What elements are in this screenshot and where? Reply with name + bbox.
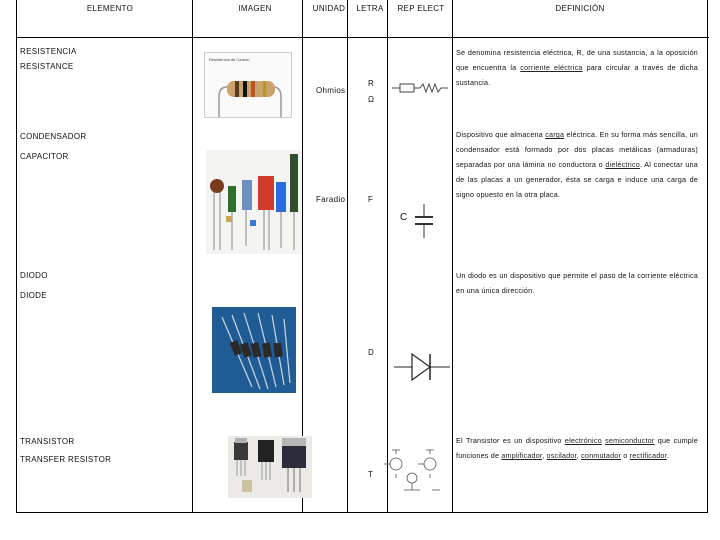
row-condensador-name-en: CAPACITOR (20, 152, 69, 161)
resistor-image-caption: Resistencia de Carbón (209, 57, 250, 62)
header-divider (17, 37, 709, 38)
link-conmutador[interactable]: conmutador (581, 451, 622, 460)
row-resistencia-letter-omega: Ω (368, 95, 375, 104)
col-divider-definicion (452, 0, 453, 513)
row-condensador-definition: Dispositivo que almacena carga eléctrica. En su forma más sencilla, un condensador está formado por dos placas metálicas (armaduras) separadas por una lámina no conductora o dieléctrico. Al conectar una de las placas a un generador, ésta se carga e induce una carga de signo opuesto en la otra placa. (456, 130, 698, 199)
row-resistencia-unit: Ohmios (316, 86, 346, 95)
col-divider-letra (347, 0, 348, 513)
row-condensador-unit: Faradio (316, 195, 346, 204)
row-diodo-letter: D (368, 348, 375, 357)
row-condensador-letter: F (368, 195, 374, 204)
transistor-photo (228, 436, 312, 498)
row-diodo-definition: Un diodo es un dispositivo que permite el paso de la corriente eléctrica en una única dirección. (456, 271, 698, 295)
diode-image (212, 307, 296, 393)
col-divider-imagen (192, 0, 193, 513)
row-diodo-name-es: DIODO (20, 271, 48, 280)
capacitor-image (206, 150, 302, 254)
link-oscilador[interactable]: oscilador (546, 451, 577, 460)
row-resistencia-definition: Se denomina resistencia eléctrica, R, de una sustancia, a la oposición que encuentra la corriente eléctrica para circular a través de dicha sustancia. (456, 48, 698, 87)
resistor-photo (205, 53, 293, 119)
row-resistencia-name-en: RESISTANCE (20, 62, 74, 71)
header-imagen: IMAGEN (238, 4, 272, 13)
diode-photo (212, 307, 296, 393)
transistor-symbol-icon (380, 446, 446, 496)
link-corriente-electrica[interactable]: corriente eléctrica (520, 63, 583, 72)
row-transistor-letter: T (368, 470, 374, 479)
row-diodo-name-en: DIODE (20, 291, 47, 300)
col-divider-repelect (387, 0, 388, 513)
row-resistencia-letter-r: R (368, 79, 375, 88)
header-letra: LETRA (356, 4, 384, 13)
resistor-symbol-icon (392, 80, 448, 96)
capacitor-photo (206, 150, 302, 254)
link-dielectrico[interactable]: dieléctrico (605, 160, 640, 169)
diode-symbol-icon (394, 348, 450, 386)
link-rectificador[interactable]: rectificador (629, 451, 667, 460)
link-amplificador[interactable]: amplificador (501, 451, 543, 460)
header-elemento: ELEMENTO (86, 4, 134, 13)
resistor-image (204, 52, 292, 118)
capacitor-symbol-label: C (400, 212, 408, 223)
header-repelect: REP ELECT (397, 4, 445, 13)
row-condensador-name-es: CONDENSADOR (20, 132, 87, 141)
row-transistor-name-es: TRANSISTOR (20, 437, 75, 446)
transistor-image (228, 436, 312, 498)
header-definicion: DEFINICIÓN (555, 4, 605, 13)
header-unidad: UNIDAD (312, 4, 346, 13)
link-carga[interactable]: carga (545, 130, 565, 139)
row-resistencia-name-es: RESISTENCIA (20, 47, 77, 56)
row-transistor-name-en: TRANSFER RESISTOR (20, 455, 112, 464)
row-transistor-definition: El Transistor es un dispositivo electrónico semiconductor que cumple funciones de amplificador, oscilador, conmutador o rectificador. (456, 436, 698, 460)
link-semiconductor[interactable]: semiconductor (605, 436, 655, 445)
link-electronico[interactable]: electrónico (564, 436, 602, 445)
